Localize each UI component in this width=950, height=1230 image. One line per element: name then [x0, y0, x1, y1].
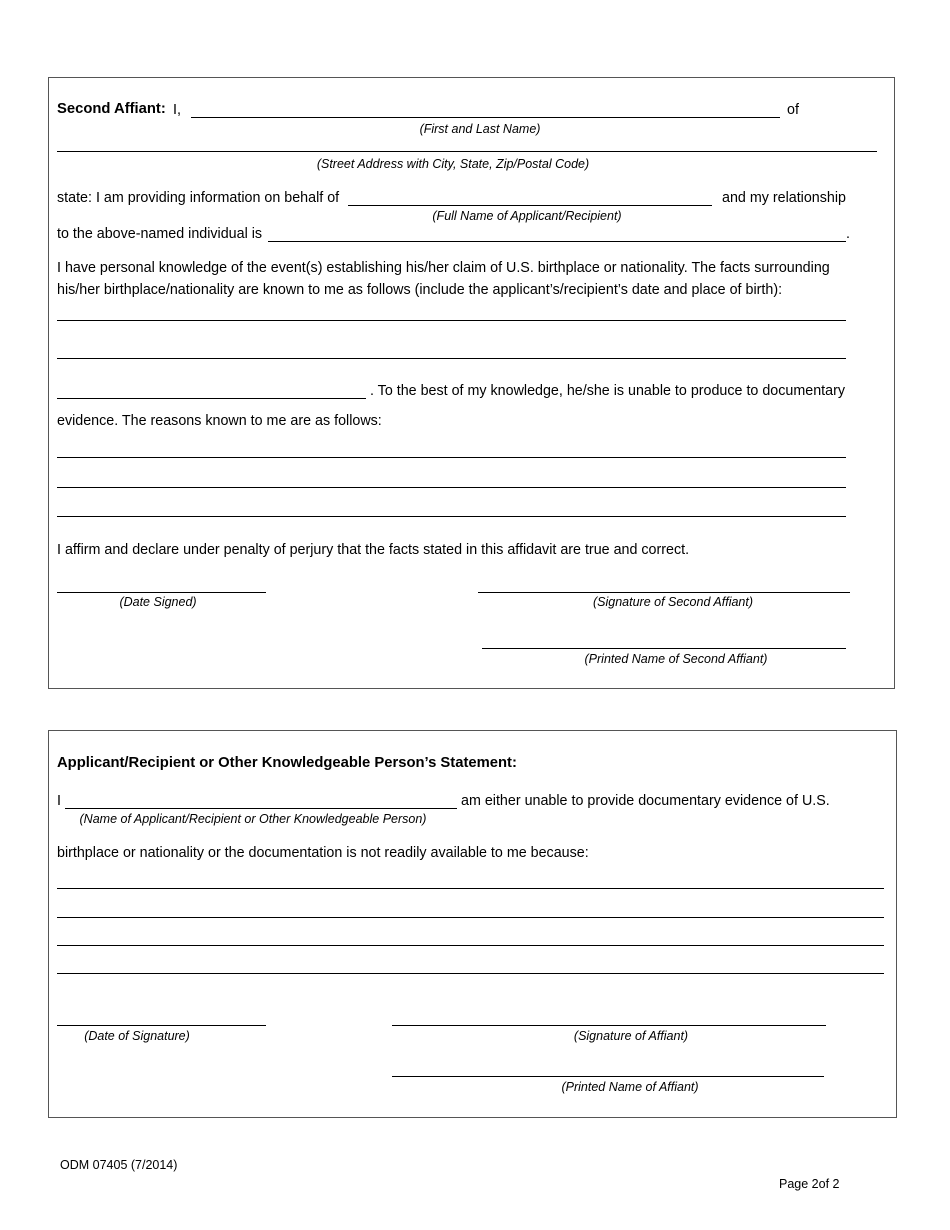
because-line-4[interactable] [57, 973, 884, 974]
of-word: of [787, 102, 799, 118]
affirm-statement: I affirm and declare under penalty of perjury that the facts stated in this affidavit are true and correct. [57, 542, 690, 558]
form-id: ODM 07405 (7/2014) [60, 1158, 178, 1172]
facts-line-1[interactable] [57, 320, 846, 321]
period: . [846, 226, 850, 242]
affiant-name-field[interactable] [191, 117, 780, 118]
street-address-label: (Street Address with City, State, Zip/Postal Code) [316, 157, 590, 171]
reasons-line-2[interactable] [57, 487, 846, 488]
second-affiant-printed-name-label: (Printed Name of Second Affiant) [584, 652, 768, 666]
applicant-full-name-field[interactable] [348, 205, 712, 206]
reasons-line-3[interactable] [57, 516, 846, 517]
unable-to-produce-text: . To the best of my knowledge, he/she is unable to produce to documentary [370, 383, 846, 399]
statement-unable-text: am either unable to provide documentary evidence of U.S. [461, 793, 830, 809]
statement-name-field[interactable] [65, 808, 457, 809]
statement-i-word: I [57, 793, 61, 809]
relationship-text: and my relationship [722, 190, 846, 206]
second-affiant-printed-name-field[interactable] [482, 648, 846, 649]
date-of-signature-field[interactable] [57, 1025, 266, 1026]
reasons-line-1[interactable] [57, 457, 846, 458]
statement-section [48, 730, 897, 1118]
on-behalf-text: state: I am providing information on behalf of [57, 190, 340, 206]
date-of-signature-label: (Date of Signature) [84, 1029, 190, 1043]
statement-heading: Applicant/Recipient or Other Knowledgeable Person’s Statement: [57, 755, 517, 771]
knowledge-text-line1: I have personal knowledge of the event(s) establishing his/her claim of U.S. birthplace or nationality. The facts surrounding [57, 260, 830, 276]
full-name-label: (Full Name of Applicant/Recipient) [432, 209, 622, 223]
knowledge-text-line2: his/her birthplace/nationality are known to me as follows (include the applicant’s/recipient’s date and place of birth): [57, 282, 783, 298]
i-word: I, [173, 102, 181, 118]
second-affiant-signature-field[interactable] [478, 592, 850, 593]
statement-because-text: birthplace or nationality or the documentation is not readily available to me because: [57, 845, 589, 861]
second-affiant-heading: Second Affiant: [57, 101, 166, 117]
affiant-signature-field[interactable] [392, 1025, 826, 1026]
facts-line-2[interactable] [57, 358, 846, 359]
page-number: Page 2of 2 [779, 1177, 840, 1191]
statement-name-label: (Name of Applicant/Recipient or Other Knowledgeable Person) [79, 812, 427, 826]
date-signed-field[interactable] [57, 592, 266, 593]
street-address-field[interactable] [57, 151, 877, 152]
date-signed-label: (Date Signed) [119, 595, 197, 609]
affiant-printed-name-field[interactable] [392, 1076, 824, 1077]
first-last-name-label: (First and Last Name) [419, 122, 541, 136]
because-line-2[interactable] [57, 917, 884, 918]
second-affiant-signature-label: (Signature of Second Affiant) [592, 595, 754, 609]
facts-line-3[interactable] [57, 398, 366, 399]
relationship-field[interactable] [268, 241, 846, 242]
affiant-signature-label: (Signature of Affiant) [573, 1029, 689, 1043]
because-line-3[interactable] [57, 945, 884, 946]
evidence-reasons-text: evidence. The reasons known to me are as follows: [57, 413, 382, 429]
above-named-text: to the above-named individual is [57, 226, 263, 242]
because-line-1[interactable] [57, 888, 884, 889]
affiant-printed-name-label: (Printed Name of Affiant) [561, 1080, 699, 1094]
